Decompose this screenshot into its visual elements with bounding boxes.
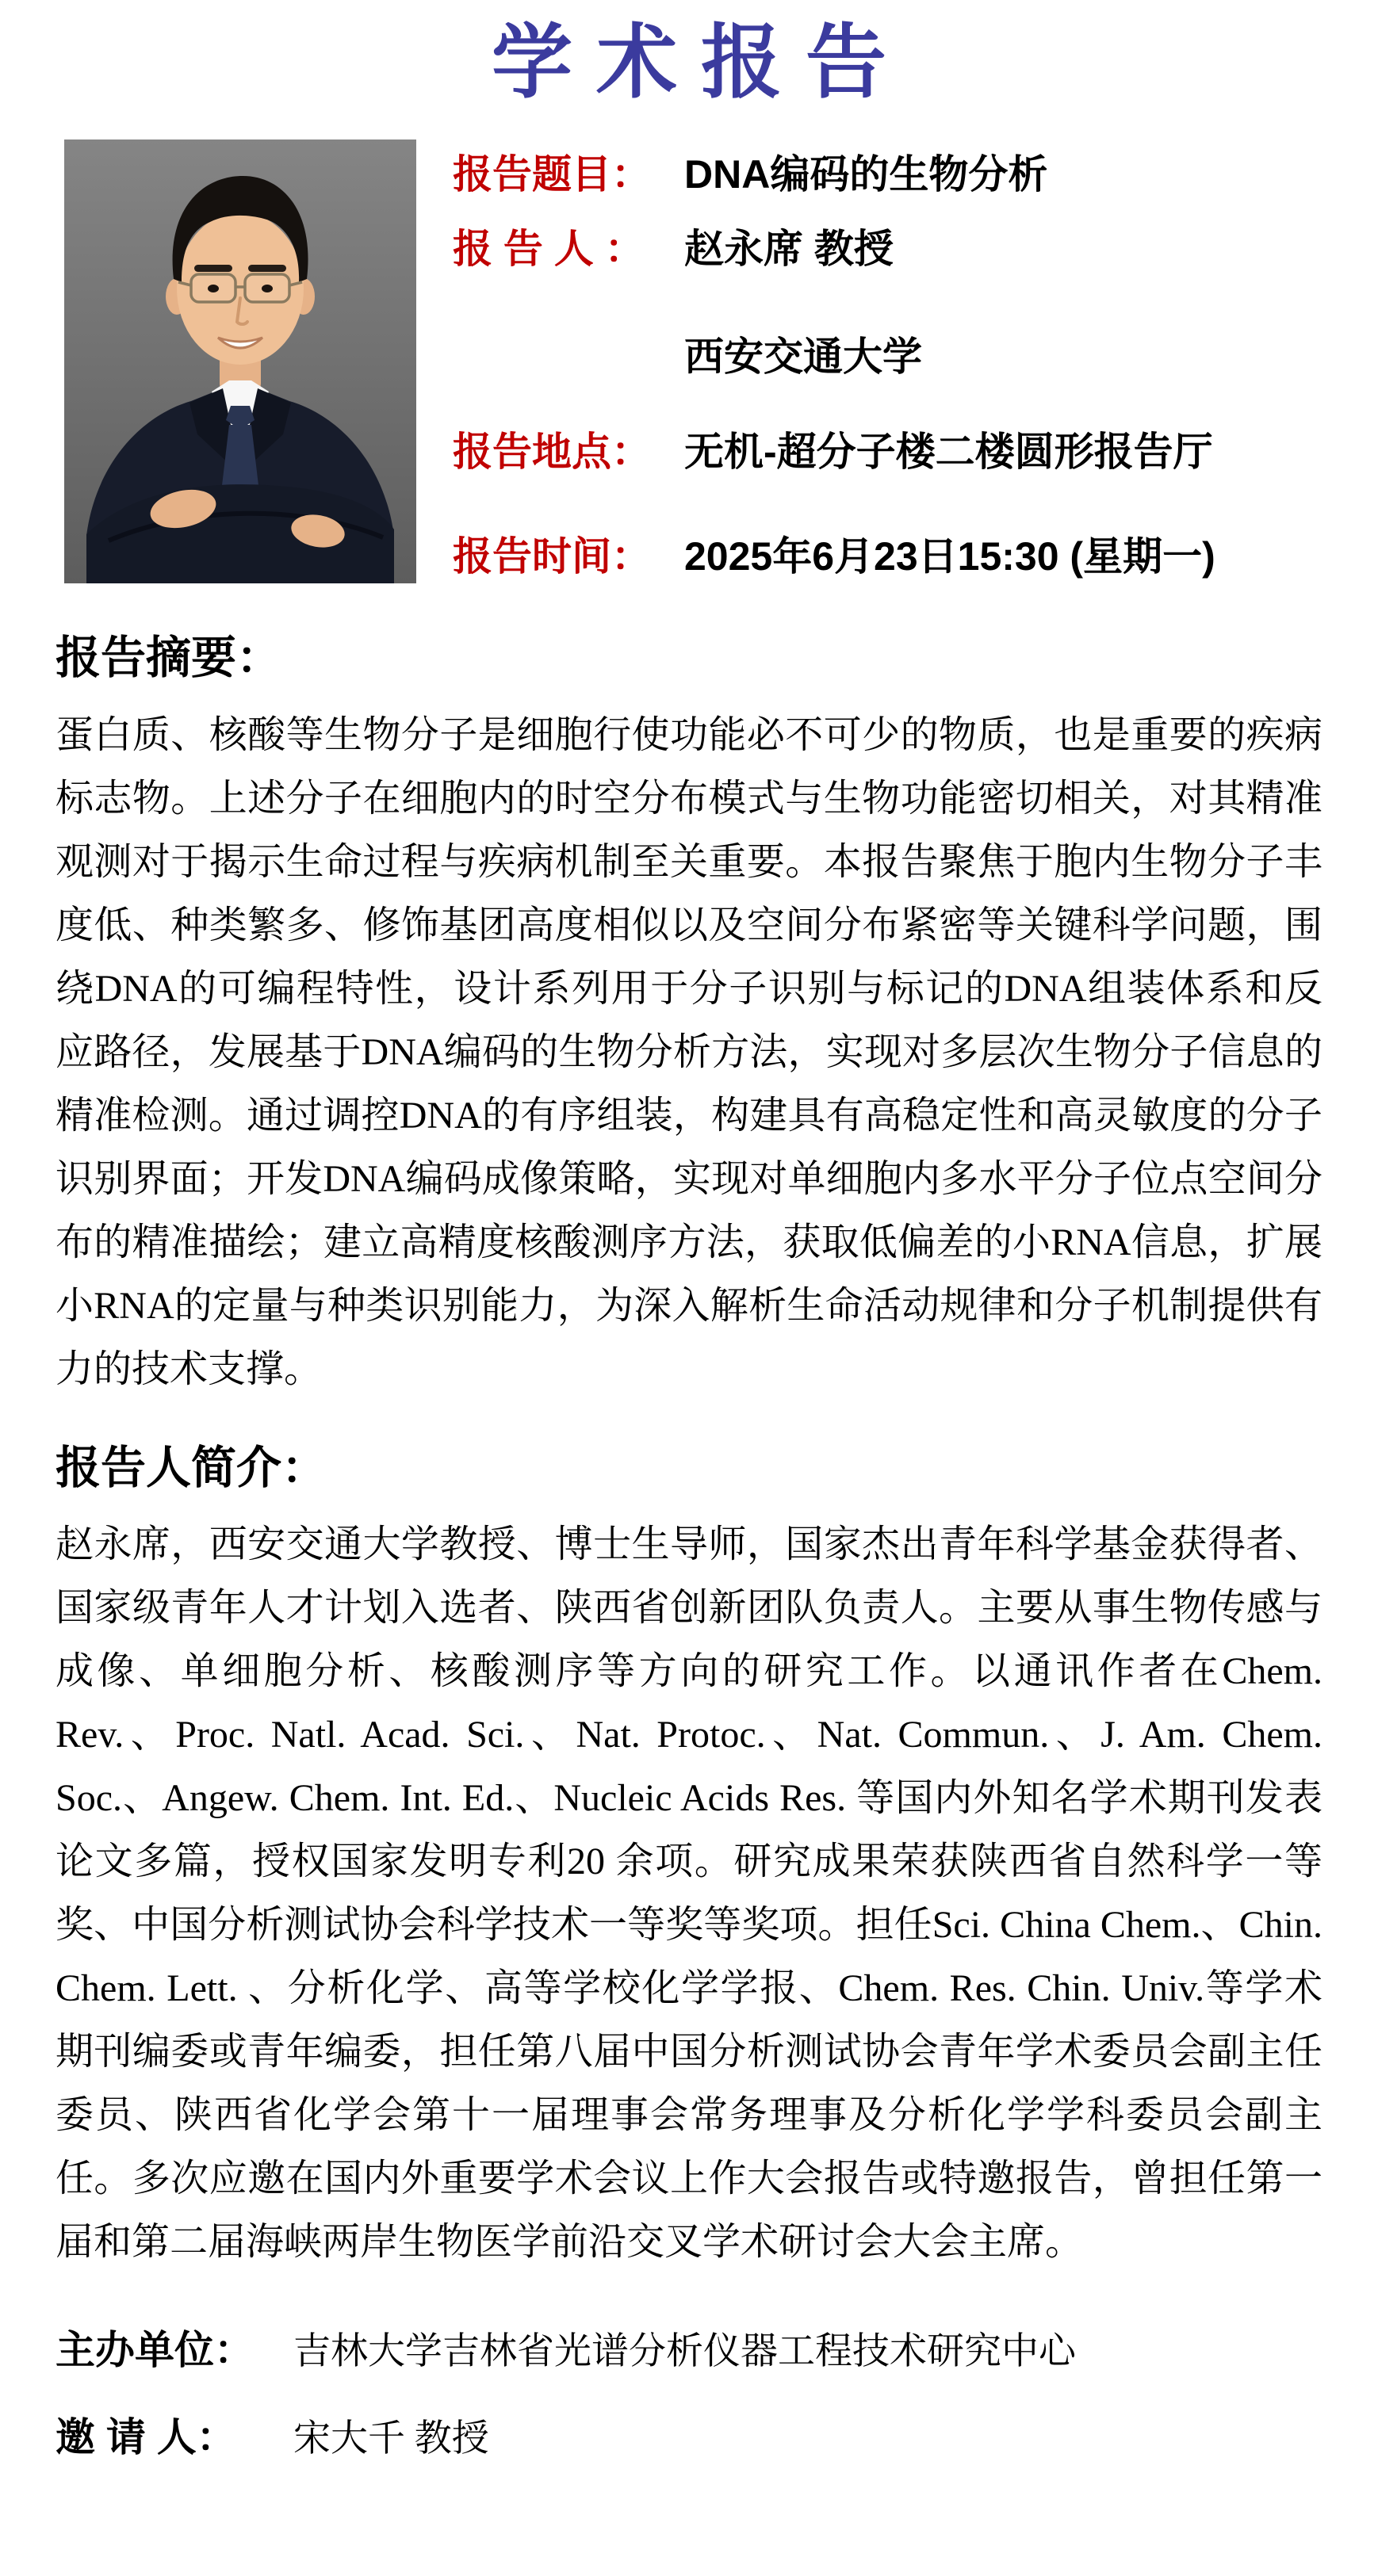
location-row <box>453 430 1324 476</box>
report-title-label: 报告题目： <box>453 152 651 197</box>
bio-heading: 报告人简介： <box>56 1443 327 1493</box>
speaker-value: 赵永席 教授 <box>684 227 894 272</box>
speaker-label: 报 告 人 ： <box>453 227 645 272</box>
report-info <box>453 140 1324 583</box>
speaker-row <box>453 227 1324 273</box>
report-title-value: DNA编码的生物分析 <box>684 152 1048 197</box>
hero-section <box>64 140 1324 583</box>
abstract-text: 蛋白质、核酸等生物分子是细胞行使功能必不可少的物质，也是重要的疾病标志物。上述分子在细胞内的时空分布模式与生物功能密切相关，对其精准观测对于揭示生命过程与疾病机制至关重要。本报告聚焦于胞内生物分子丰度低、种类繁多、修饰基团高度相似以及空间分布紧密等关键科学问题，围绕DNA的可编程特性，设计系列用于分子识别与标记的DNA组装体系和反应路径，发展基于DNA编码的生物分析方法，实现对多层次生物分子信息的精准检测。通过调控DNA的有序组装，构建具有高稳定性和高灵敏度的分子识别界面；开发DNA编码成像策略，实现对单细胞内多水平分子位点空间分布的精准描绘；建立高精度核酸测序方法，获取低偏差的小RNA信息，扩展小RNA的定量与种类识别能力，为深入解析生命活动规律和分子机制提供有力的技术支撑。 <box>56 713 1322 1390</box>
speaker-portrait-illustration <box>64 140 416 583</box>
time-row <box>453 534 1324 580</box>
affiliation-value: 西安交通大学 <box>684 334 922 380</box>
page-title: 学术报告 <box>492 19 910 109</box>
footer-section <box>56 2318 1322 2463</box>
inviter-value: 宋大千 教授 <box>293 2418 489 2460</box>
inviter-row <box>56 2406 1322 2463</box>
bio-text: 赵永席，西安交通大学教授、博士生导师，国家杰出青年科学基金获得者、国家级青年人才计划入选者、陕西省创新团队负责人。主要从事生物传感与成像、单细胞分析、核酸测序等方向的研究工作。以通讯作者在Chem. Rev.、Proc. Natl. Acad. Sci.、Nat. Protoc.、Nat. Commun.、J. Am. Chem. Soc.、Angew. Chem. Int. Ed.、Nucleic Acids Res. 等国内外知名学术期刊发表论文多篇，授权国家发明专利20 余项。研究成果荣获陕西省自然科学一等奖、中国分析测试协会科学技术一等奖等奖项。担任Sci. China Chem.、Chin. Chem. Lett. 、分析化学、高等学校化学学报、Chem. Res. Chin. Univ.等学术期刊编委或青年编委，担任第八届中国分析测试协会青年学术委员会副主任委员、陕西省化学会第十一届理事会常务理事及分析化学学科委员会副主任。多次应邀在国内外重要学术会议上作大会报告或特邀报告，曾担任第一届和第二届海峡两岸生物医学前沿交叉学术研讨会大会主席。 <box>56 1523 1322 2264</box>
affiliation-row <box>453 334 1324 380</box>
time-value: 2025年6月23日15:30 (星期一) <box>684 534 1215 579</box>
abstract-heading: 报告摘要： <box>56 633 281 684</box>
location-value: 无机-超分子楼二楼圆形报告厅 <box>684 430 1213 475</box>
host-label: 主办单位： <box>56 2328 254 2373</box>
report-title-row <box>453 152 1324 198</box>
host-row <box>56 2318 1322 2375</box>
inviter-label: 邀 请 人： <box>56 2415 236 2460</box>
location-label: 报告地点： <box>453 430 651 475</box>
host-value: 吉林大学吉林省光谱分析仪器工程技术研究中心 <box>293 2331 1076 2373</box>
speaker-photo <box>64 140 416 583</box>
time-label: 报告时间： <box>453 534 651 579</box>
